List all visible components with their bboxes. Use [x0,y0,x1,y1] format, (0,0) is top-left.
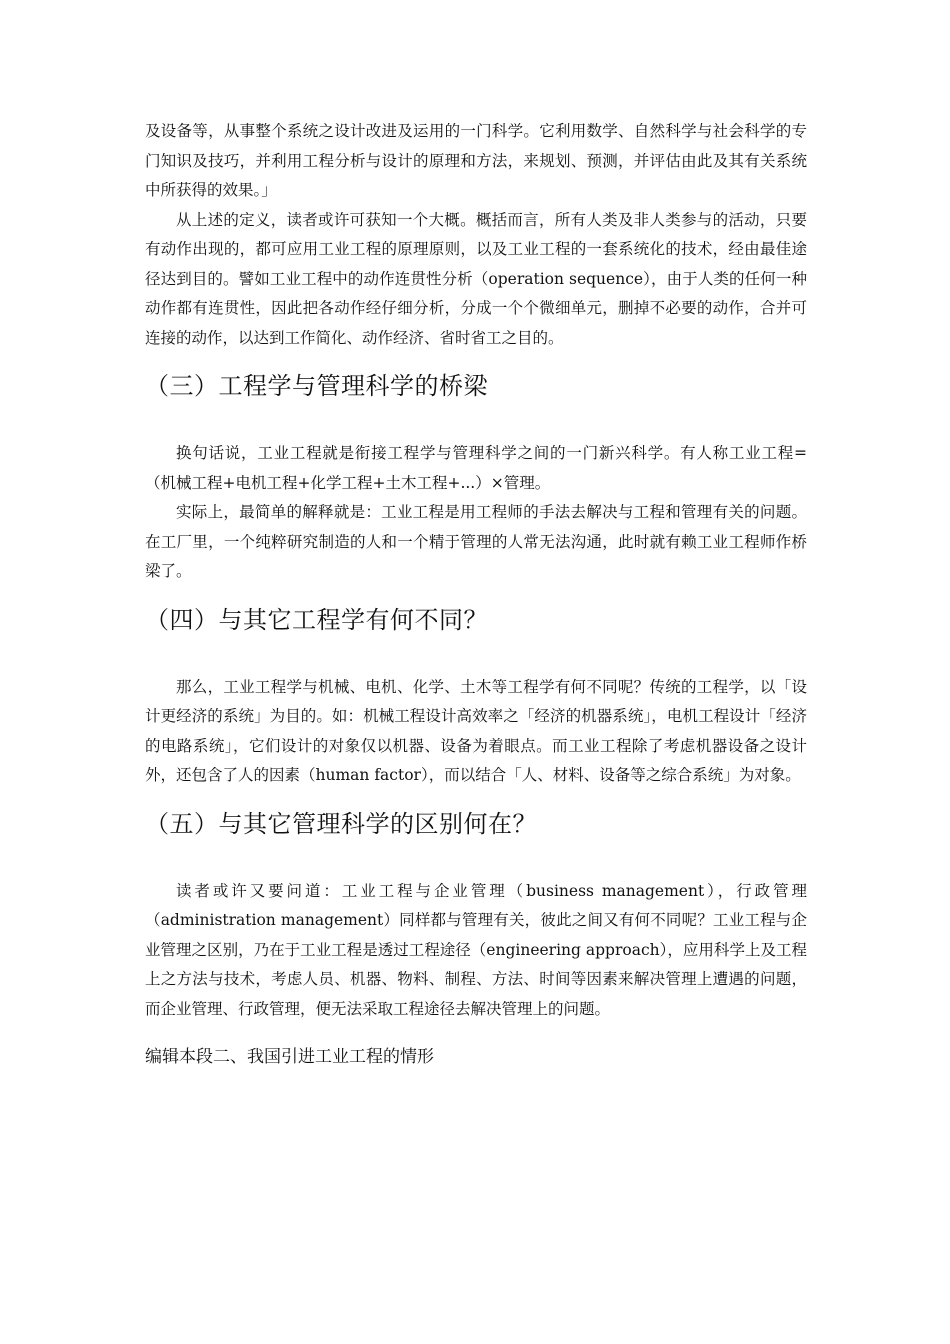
section-edit-title: 编辑本段二、我国引进工业工程的情形 [145,1047,434,1067]
intro-paragraph-1: 及设备等，从事整个系统之设计改进及运用的一门科学。它利用数学、自然科学与社会科学的专门知识及技巧，并利用工程分析与设计的原理和方法，来规划、预测，并评估由此及其有关系统中所获得的效果。」 [145,122,807,199]
document-page [145,117,807,1072]
section3-heading: （三）工程学与管理科学的桥梁 [145,372,488,400]
section4-heading: （四）与其它工程学有何不同？ [145,605,488,634]
intro-paragraph-2: 从上述的定义，读者或许可获知一个大概。概括而言，所有人类及非人类参与的活动，只要有动作出现的，都可应用工业工程的原理原则，以及工业工程的一套系统化的技术，经由最佳途径达到目的。譬如工业工程中的动作连贯性分析（operation sequence），由于人类的任何一种动作都有连贯性，因此把各动作经仔细分析，分成一个个微细单元，删掉不必要的动作，合并可连接的动作，以达到工作简化、动作经济、省时省工之目的。 [145,210,807,347]
section5-paragraph-1: 读者或许又要问道：工业工程与企业管理（business management），行政管理（administration management）同样都与管理有关，彼此之间又有何不同呢？工业工程与企业管理之区别，乃在于工业工程是透过工程途径（engineering approach），应用科学上及工程上之方法与技术，考虑人员、机器、物料、制程、方法、时间等因素来解决管理上遭遇的问题，而企业管理、行政管理，便无法采取工程途径去解决管理上的问题。 [145,881,807,1018]
section4-paragraph-1: 那么，工业工程学与机械、电机、化学、土木等工程学有何不同呢？传统的工程学，以「设计更经济的系统」为目的。如：机械工程设计高效率之「经济的机器系统」，电机工程设计「经济的电路系统」，它们设计的对象仅以机器、设备为着眼点。而工业工程除了考虑机器设备之设计外，还包含了人的因素（human factor），而以结合「人、材料、设备等之综合系统」为对象。 [145,677,807,784]
section3-paragraph-2: 实际上，最简单的解释就是：工业工程是用工程师的手法去解决与工程和管理有关的问题。在工厂里，一个纯粹研究制造的人和一个精于管理的人常无法沟通，此时就有赖工业工程师作桥梁了。 [145,503,807,580]
section3-paragraph-1: 换句话说，工业工程就是衔接工程学与管理科学之间的一门新兴科学。有人称工业工程=（机械工程+电机工程+化学工程+土木工程+...）×管理。 [145,444,807,492]
section5-heading: （五）与其它管理科学的区别何在？ [145,809,537,838]
